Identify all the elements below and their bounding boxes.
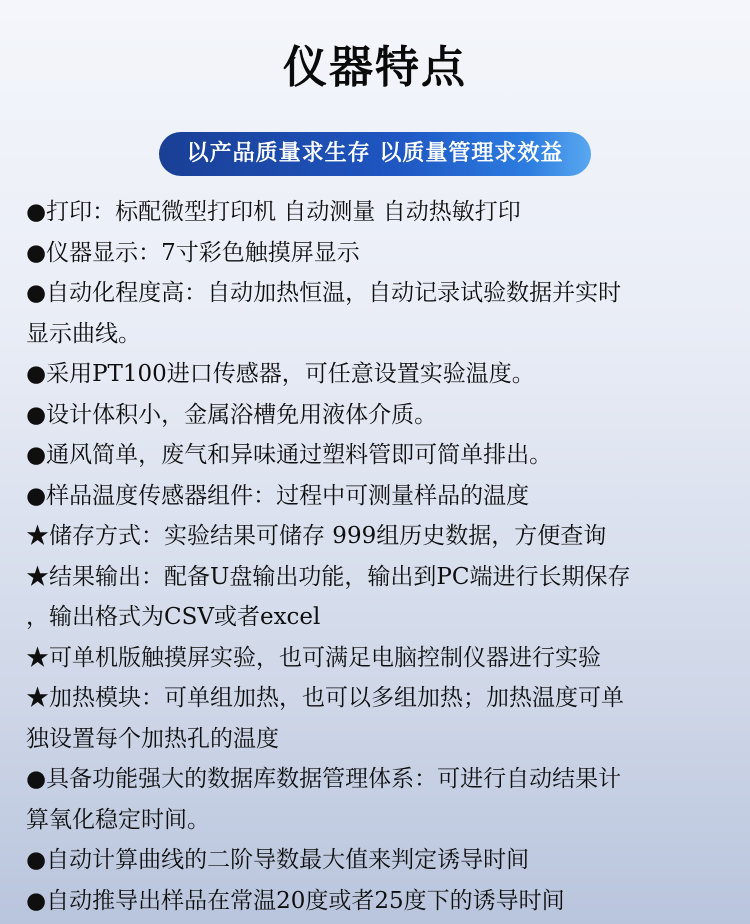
- feature-item: ★结果输出：配备U盘输出功能，输出到PC端进行长期保存 ，输出格式为CSV或者excel: [26, 563, 631, 630]
- slogan-banner: [0, 132, 750, 176]
- feature-item: ●采用PT100进口传感器，可任意设置实验温度。: [26, 361, 535, 387]
- feature-item: ★加热模块：可单组加热，也可以多组加热；加热温度可单 独设置每个加热孔的温度: [26, 685, 624, 752]
- feature-item: ●仪器显示：7寸彩色触摸屏显示: [26, 239, 360, 266]
- feature-list: [26, 192, 732, 921]
- feature-item: ★储存方式：实验结果可储存 999组历史数据，方便查询: [26, 523, 607, 549]
- feature-item: ●通风简单，废气和异味通过塑料管即可简单排出。: [26, 442, 553, 468]
- feature-item: ●自动推导出样品在常温20度或者25度下的诱导时间: [26, 887, 565, 914]
- feature-item: ●设计体积小，金属浴槽免用液体介质。: [26, 401, 438, 428]
- feature-item: ●样品温度传感器组件：过程中可测量样品的温度: [26, 482, 530, 509]
- feature-item: ●自动计算曲线的二阶导数最大值来判定诱导时间: [26, 847, 530, 873]
- slogan-text: 以产品质量求生存 以质量管理求效益: [159, 132, 592, 176]
- feature-item: ★可单机版触摸屏实验，也可满足电脑控制仪器进行实验: [26, 644, 601, 671]
- feature-item: ●打印：标配微型打印机 自动测量 自动热敏打印: [26, 199, 521, 225]
- page-title: 仪器特点: [283, 42, 467, 93]
- feature-item: ●具备功能强大的数据库数据管理体系：可进行自动结果计 算氧化稳定时间。: [26, 766, 622, 833]
- feature-item: ●自动化程度高：自动加热恒温，自动记录试验数据并实时 显示曲线。: [26, 280, 622, 347]
